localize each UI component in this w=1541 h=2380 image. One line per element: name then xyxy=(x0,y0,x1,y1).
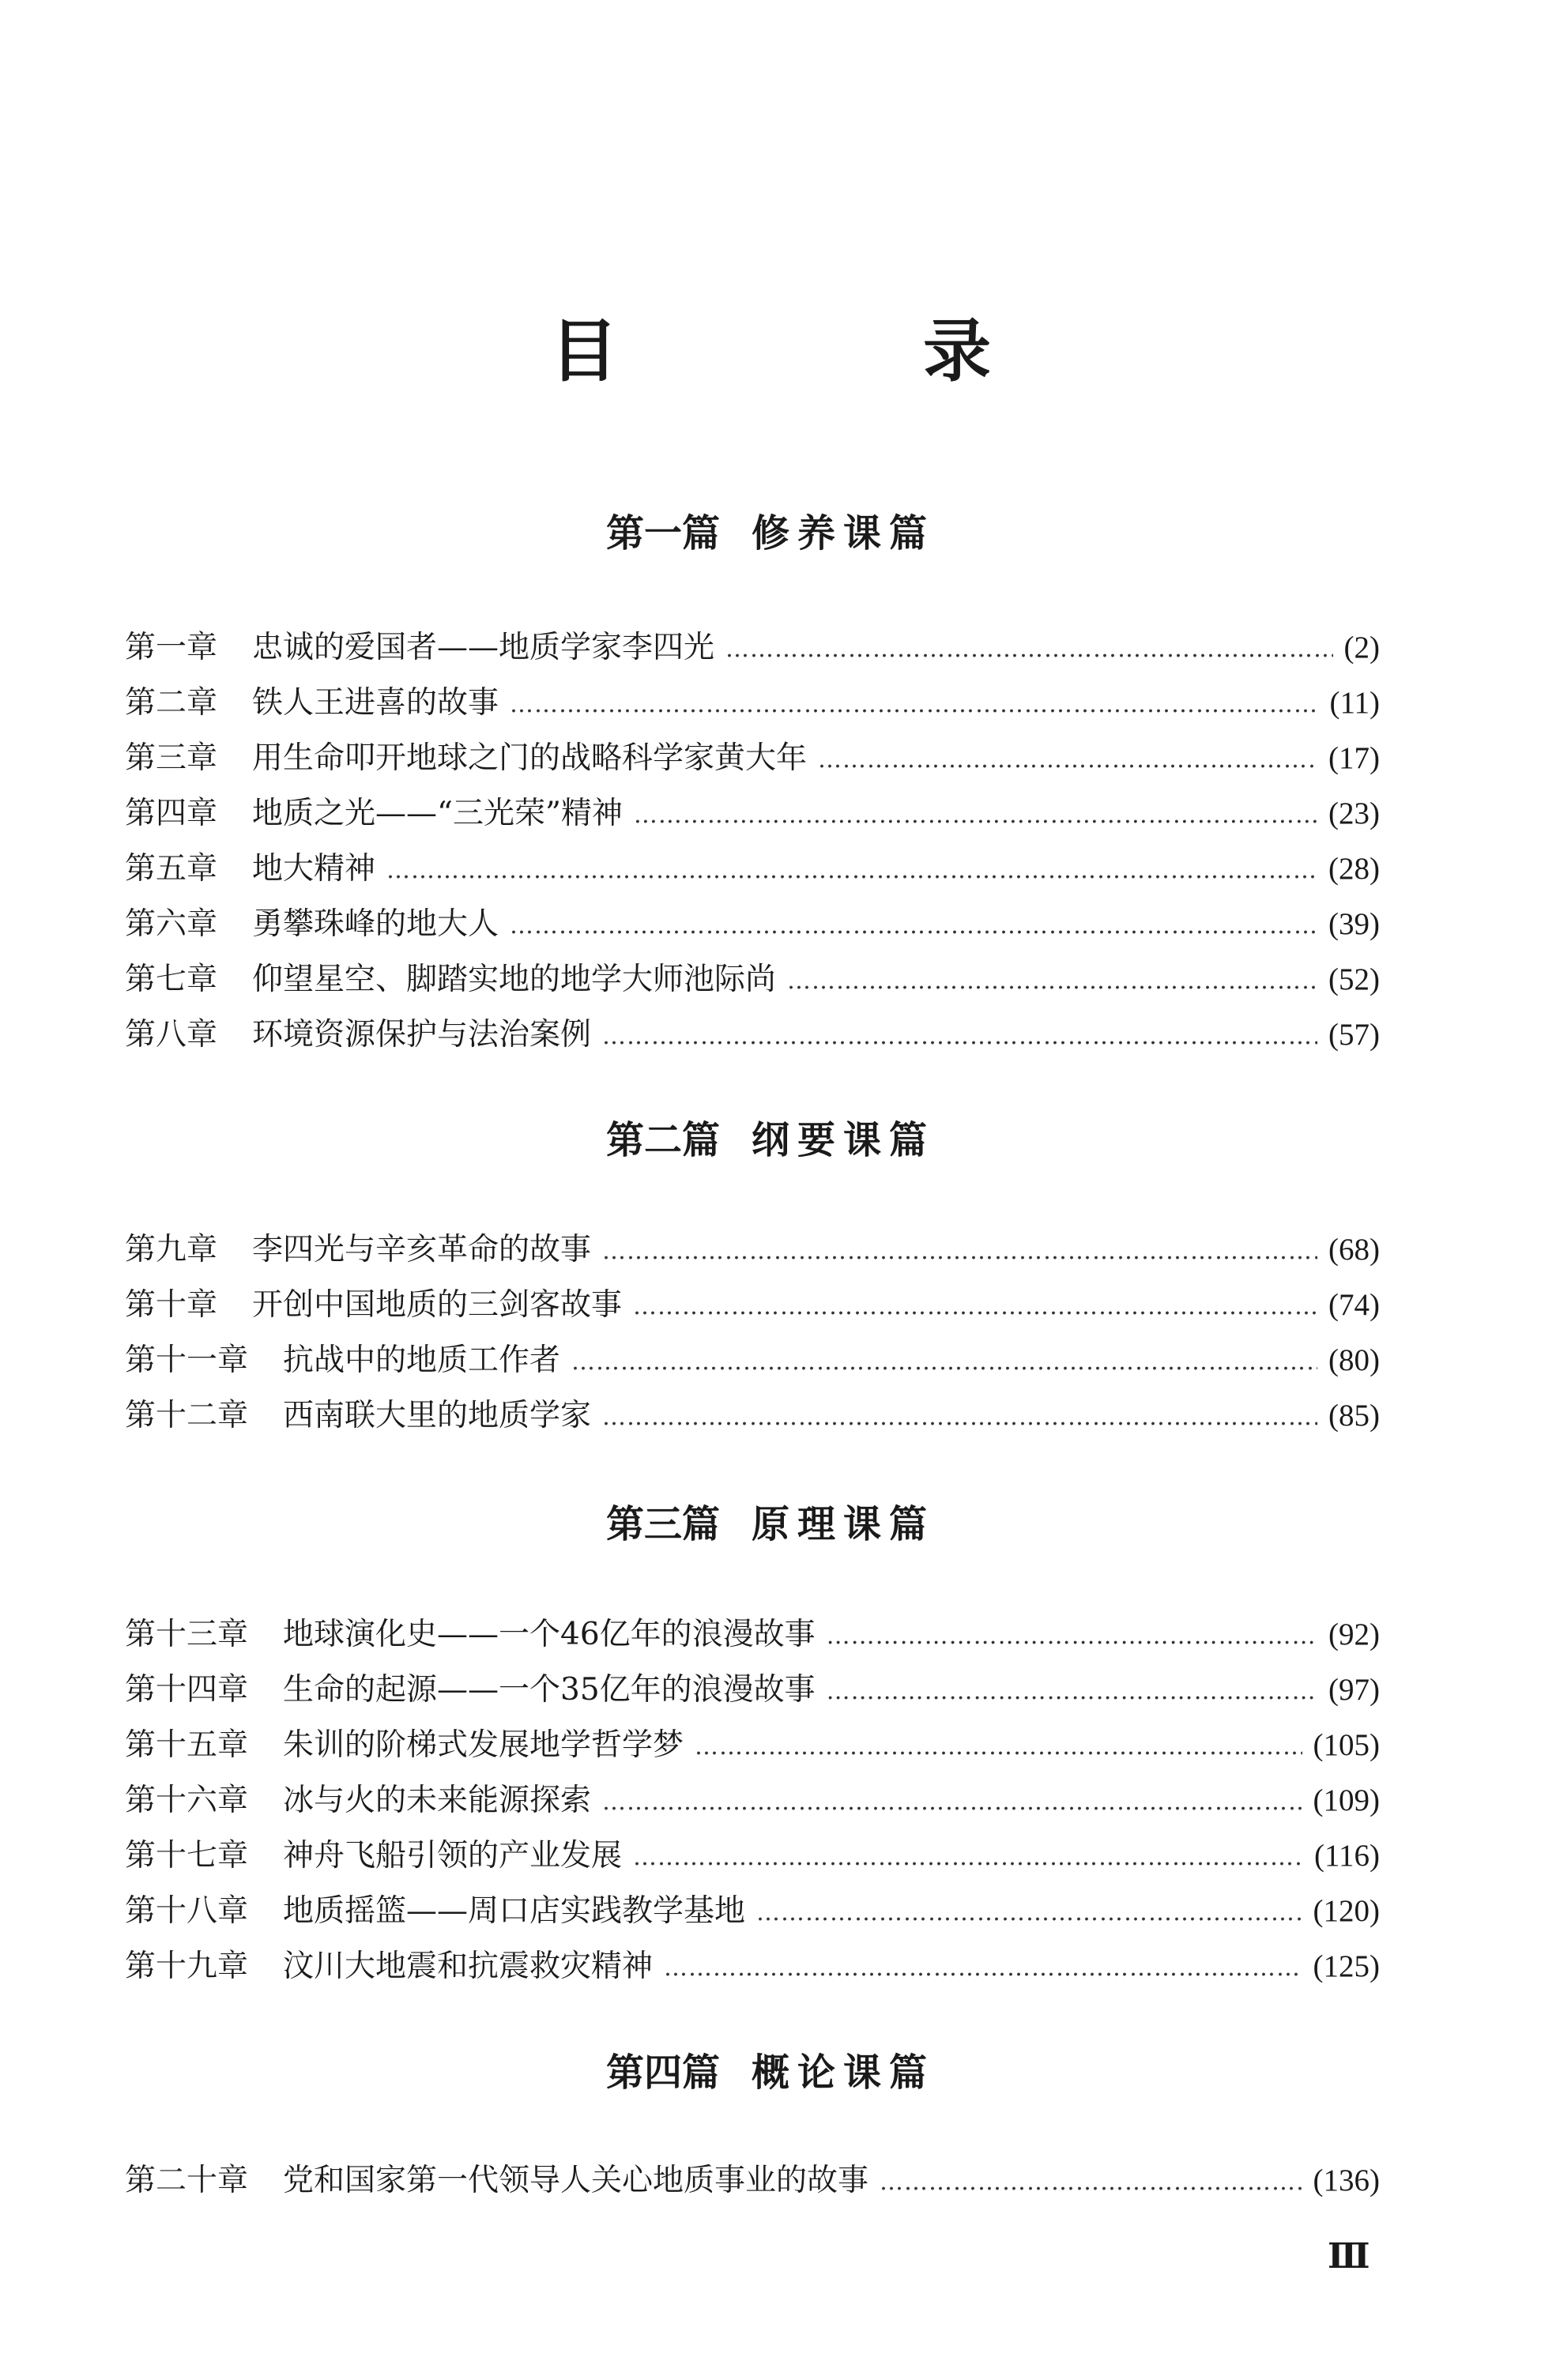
part-3-entries xyxy=(125,1607,1380,1994)
chapter-number: 第十七章 xyxy=(125,1838,249,1873)
toc-entry[interactable] xyxy=(125,1333,1380,1388)
chapter-number: 第二十章 xyxy=(125,2163,249,2198)
chapter-number: 第一章 xyxy=(125,630,218,665)
dot-leader xyxy=(880,2153,1302,2209)
page-ref: (17) xyxy=(1328,741,1380,775)
chapter-number: 第十八章 xyxy=(125,1893,249,1929)
toc-entry[interactable] xyxy=(125,731,1380,786)
chapter-number: 第十五章 xyxy=(125,1727,249,1763)
part-name: 修养课篇 xyxy=(752,511,936,555)
page-ref: (23) xyxy=(1328,796,1380,830)
dot-leader xyxy=(510,676,1318,731)
dot-leader xyxy=(827,1663,1317,1718)
dot-leader xyxy=(695,1718,1302,1773)
chapter-number: 第四章 xyxy=(125,796,218,831)
toc-entry[interactable] xyxy=(125,1773,1380,1828)
toc-entry[interactable] xyxy=(125,786,1380,842)
toc-entry[interactable] xyxy=(125,2153,1380,2209)
page-ref: (28) xyxy=(1328,852,1380,886)
part-name: 概论课篇 xyxy=(752,2050,936,2095)
dot-leader xyxy=(510,897,1317,952)
page-ref: (92) xyxy=(1328,1617,1380,1651)
toc-entry[interactable] xyxy=(125,1828,1380,1884)
dot-leader xyxy=(827,1607,1317,1663)
page-ref: (85) xyxy=(1328,1399,1380,1433)
toc-entry[interactable] xyxy=(125,1007,1380,1063)
toc-entry[interactable] xyxy=(125,1718,1380,1773)
page-ref: (116) xyxy=(1313,1839,1380,1873)
page-ref: (52) xyxy=(1328,962,1380,996)
page-ref: (105) xyxy=(1313,1728,1380,1762)
dot-leader xyxy=(602,1007,1317,1063)
chapter-number: 第十四章 xyxy=(125,1672,249,1708)
chapter-title: 汶川大地震和抗震救灾精神 xyxy=(283,1949,654,1984)
chapter-title: 忠诚的爱国者——地质学家李四光 xyxy=(252,630,715,665)
chapter-title: 环境资源保护与法治案例 xyxy=(252,1017,592,1053)
toc-entry[interactable] xyxy=(125,1278,1380,1333)
chapter-title: 地大精神 xyxy=(252,851,376,887)
chapter-title: 用生命叩开地球之门的战略科学家黄大年 xyxy=(252,740,808,776)
chapter-title: 李四光与辛亥革命的故事 xyxy=(252,1232,592,1267)
part-title-4 xyxy=(0,2049,1541,2096)
chapter-number: 第九章 xyxy=(125,1232,218,1267)
page-ref: (39) xyxy=(1328,907,1380,941)
toc-entry[interactable] xyxy=(125,1222,1380,1278)
chapter-number: 第六章 xyxy=(125,906,218,942)
part-name: 原理课篇 xyxy=(752,1502,936,1546)
toc-entry[interactable] xyxy=(125,676,1380,731)
dot-leader xyxy=(386,842,1317,897)
chapter-title: 党和国家第一代领导人关心地质事业的故事 xyxy=(283,2163,869,2198)
page-ref: (80) xyxy=(1328,1343,1380,1377)
dot-leader xyxy=(725,620,1332,676)
page-ref: (68) xyxy=(1328,1233,1380,1267)
chapter-title: 地质摇篮——周口店实践教学基地 xyxy=(283,1893,746,1929)
part-number: 第四篇 xyxy=(605,2050,720,2095)
part-title-3 xyxy=(0,1501,1541,1548)
chapter-number: 第十九章 xyxy=(125,1949,249,1984)
page-ref: (120) xyxy=(1313,1894,1380,1928)
page-ref: (74) xyxy=(1328,1288,1380,1322)
part-title-1 xyxy=(0,510,1541,557)
dot-leader xyxy=(633,1278,1317,1333)
part-name: 纲要课篇 xyxy=(752,1118,936,1162)
dot-leader xyxy=(787,952,1317,1007)
toc-entry[interactable] xyxy=(125,952,1380,1007)
dot-leader xyxy=(818,731,1317,786)
part-number: 第三篇 xyxy=(605,1502,720,1546)
chapter-number: 第八章 xyxy=(125,1017,218,1053)
toc-entry[interactable] xyxy=(125,620,1380,676)
chapter-title: 地质之光——“三光荣”精神 xyxy=(252,796,623,831)
toc-entry[interactable] xyxy=(125,1939,1380,1994)
toc-entry[interactable] xyxy=(125,1607,1380,1663)
dot-leader xyxy=(634,786,1317,842)
chapter-number: 第十六章 xyxy=(125,1783,249,1818)
toc-entry[interactable] xyxy=(125,1388,1380,1444)
page-ref: (11) xyxy=(1329,686,1380,720)
chapter-number: 第五章 xyxy=(125,851,218,887)
dot-leader xyxy=(602,1773,1302,1828)
chapter-title: 西南联大里的地质学家 xyxy=(283,1398,592,1433)
page-title: 目 录 xyxy=(550,311,1110,391)
chapter-number: 第七章 xyxy=(125,962,218,997)
chapter-number: 第十章 xyxy=(125,1287,218,1323)
chapter-number: 第十二章 xyxy=(125,1398,249,1433)
page-ref: (2) xyxy=(1343,631,1380,665)
dot-leader xyxy=(664,1939,1302,1994)
part-1-entries xyxy=(125,620,1380,1063)
chapter-title: 开创中国地质的三剑客故事 xyxy=(252,1287,623,1323)
chapter-number: 第十一章 xyxy=(125,1343,249,1378)
chapter-title: 朱训的阶梯式发展地学哲学梦 xyxy=(283,1727,684,1763)
chapter-title: 抗战中的地质工作者 xyxy=(283,1343,561,1378)
page-ref: (136) xyxy=(1313,2163,1380,2197)
chapter-number: 第三章 xyxy=(125,740,218,776)
dot-leader xyxy=(602,1222,1317,1278)
chapter-number: 第二章 xyxy=(125,685,218,721)
toc-entry[interactable] xyxy=(125,1663,1380,1718)
chapter-title: 生命的起源——一个35亿年的浪漫故事 xyxy=(283,1672,816,1708)
page-number: Ⅲ xyxy=(1328,2237,1370,2276)
page-ref: (109) xyxy=(1313,1783,1380,1817)
page-ref: (97) xyxy=(1328,1673,1380,1707)
part-number: 第一篇 xyxy=(605,511,720,555)
dot-leader xyxy=(602,1388,1317,1444)
chapter-title: 地球演化史——一个46亿年的浪漫故事 xyxy=(283,1617,816,1652)
dot-leader xyxy=(633,1828,1303,1884)
page-ref: (57) xyxy=(1328,1018,1380,1052)
chapter-number: 第十三章 xyxy=(125,1617,249,1652)
part-4-entries xyxy=(125,2153,1380,2209)
chapter-title: 神舟飞船引领的产业发展 xyxy=(283,1838,623,1873)
chapter-title: 勇攀珠峰的地大人 xyxy=(252,906,499,942)
toc-entry[interactable] xyxy=(125,897,1380,952)
toc-entry[interactable] xyxy=(125,842,1380,897)
part-title-2 xyxy=(0,1117,1541,1164)
chapter-title: 仰望星空、脚踏实地的地学大师池际尚 xyxy=(252,962,777,997)
chapter-title: 铁人王进喜的故事 xyxy=(252,685,499,721)
dot-leader xyxy=(756,1884,1302,1939)
page-ref: (125) xyxy=(1313,1949,1380,1983)
chapter-title: 冰与火的未来能源探索 xyxy=(283,1783,592,1818)
part-number: 第二篇 xyxy=(605,1118,720,1162)
part-2-entries xyxy=(125,1222,1380,1444)
dot-leader xyxy=(571,1333,1317,1388)
toc-entry[interactable] xyxy=(125,1884,1380,1939)
